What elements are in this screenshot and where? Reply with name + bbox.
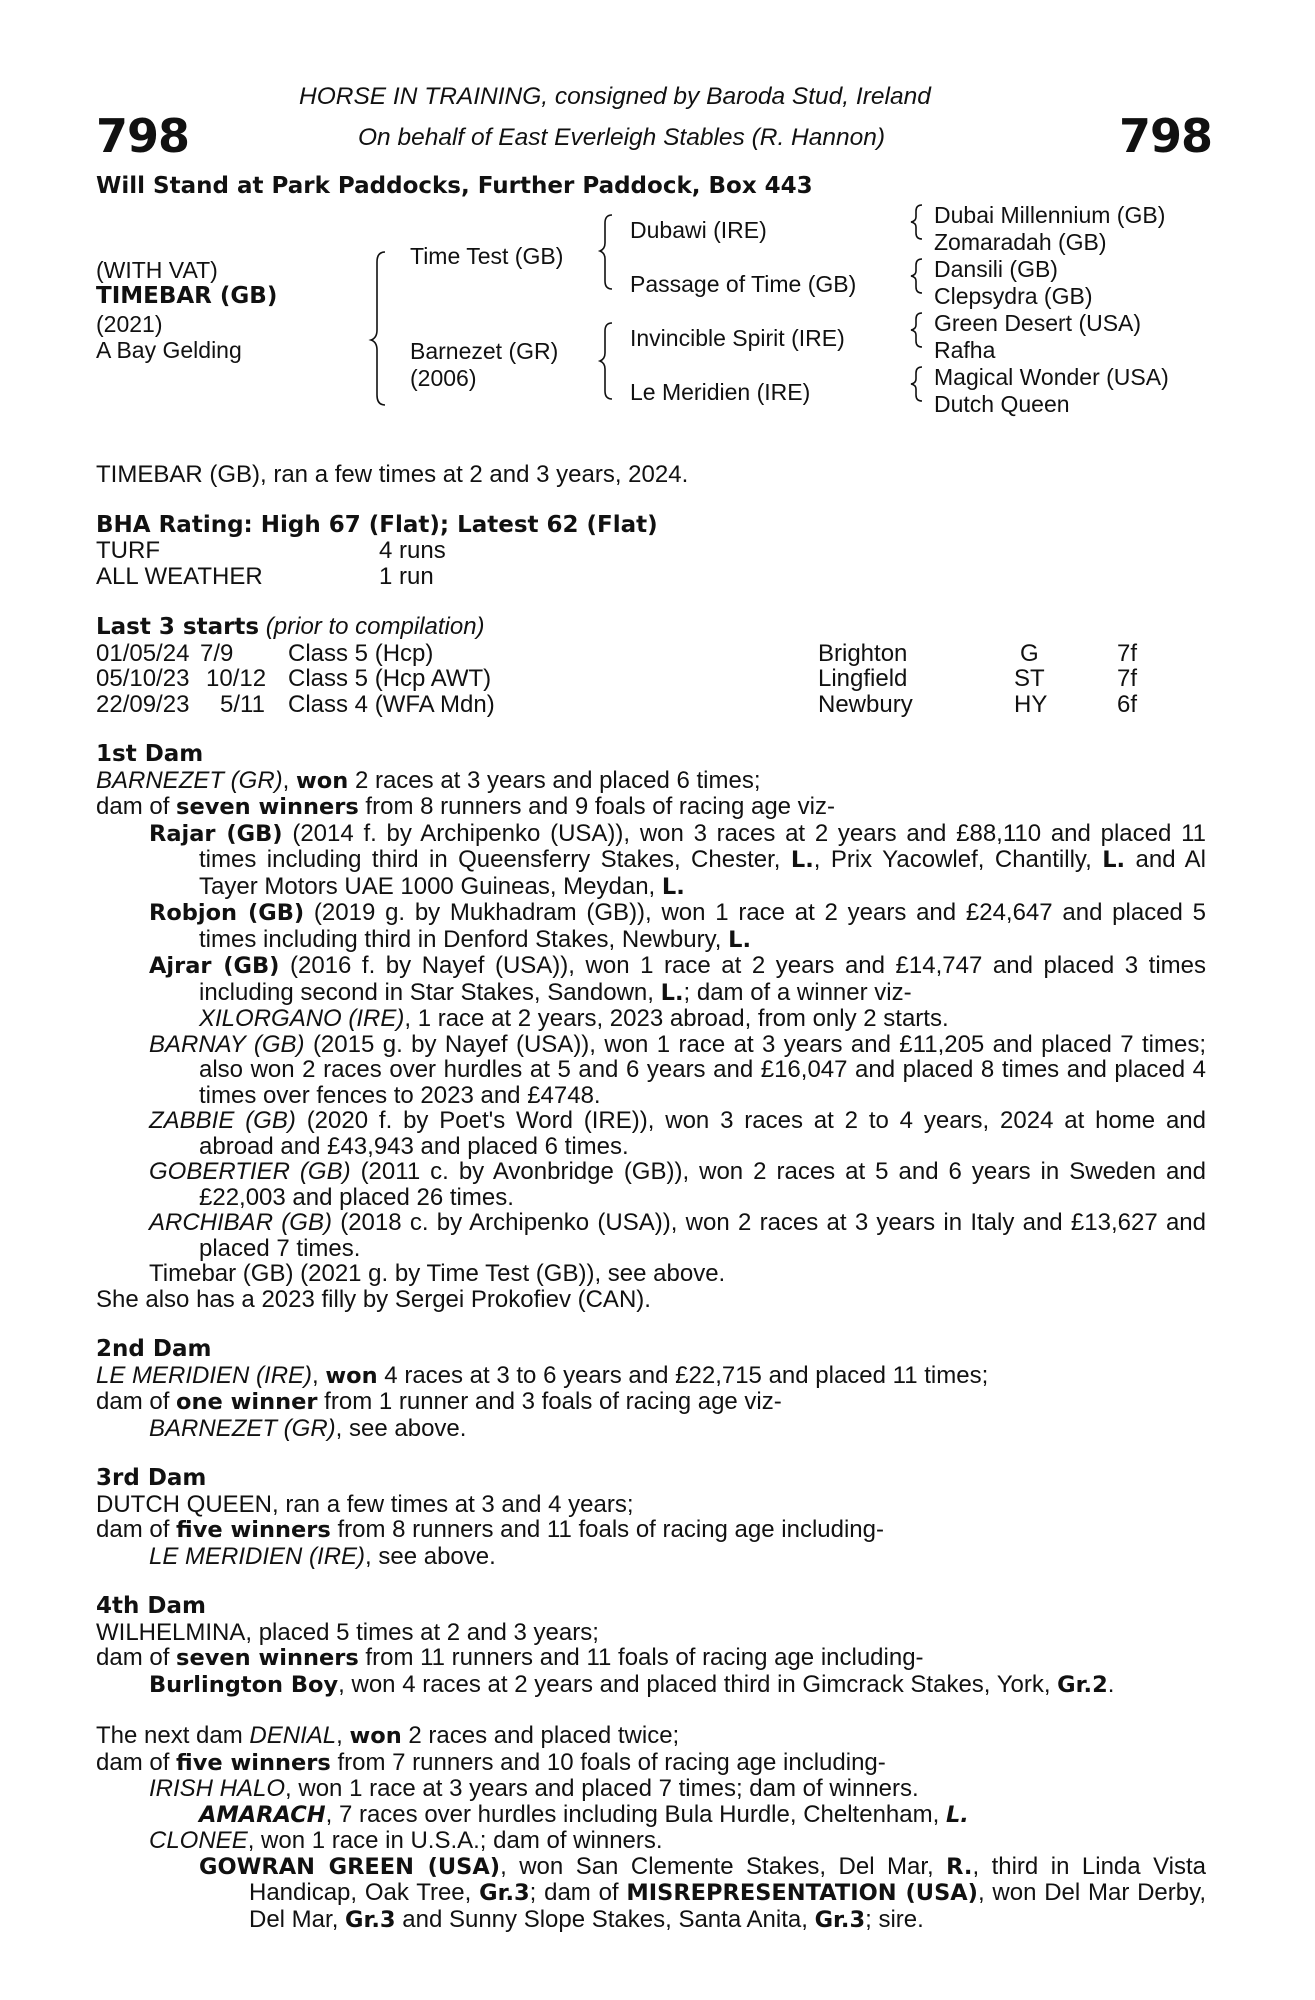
- pedigree-sire: Time Test (GB): [410, 243, 564, 269]
- pedigree-dam-year: (2006): [410, 365, 477, 391]
- progeny-barnay: BARNAY (GB) (2015 g. by Nayef (USA)), won 1 race at 3 years and £11,205 and placed 7 times; also won 2 races over hurdles at 5 and 6 years and £16,047 and placed 8 times and placed 4 times over fences to 2023 and £4748.: [149, 1030, 1206, 1109]
- dam-also-note: She also has a 2023 filly by Sergei Prokofiev (CAN).: [96, 1285, 651, 1313]
- first-dam-section: 1st Dam BARNEZET (GR), won 2 races at 3 years and placed 6 times; dam of seven winners from 8 runners and 9 foals of racing age viz- Rajar (GB) (2014 f. by Archipenko (USA)), won 3 races at 2 years and £88,110 and placed 11 times including third in Queensferry Stakes, Chester, L., Prix Yacowlef, Chantilly, L. and Al Tayer Motors UAE 1000 Guineas, Meydan, L. Robjon (GB) (2019 g. by Mukhadram (GB)), won 1 race at 2 years and £24,647 and placed 5 times including third in Denford Stakes, Newbury, L. Ajrar (GB) (2016 f. by Nayef (USA)), won 1 race at 2 years and £14,747 and placed 3 times including second in Star Stakes, Sandown, L.; dam of a winner viz- XILORGANO (IRE), 1 race at 2 years, 2023 abroad, from only 2 starts. BARNAY (GB) (2015 g. by Nayef (USA)), won 1 race at 3 years and £11,205 and placed 7 times; also won 2 races over hurdles at 5 and 6 years and £16,047 and placed 8 times and placed 4 times over fences to 2023 and £4748. ZABBIE (GB) (2020 f. by Poet's Word (IRE)), won 3 races at 2 to 4 years, 2024 at home and abroad and £43,943 and placed 6 times. GOBERTIER (GB) (2011 c. by Avonbridge (GB)), won 2 races at 5 and 6 years in Sweden and £22,003 and placed 26 times. ARCHIBAR (GB) (2018 c. by Archipenko (USA)), won 2 races at 3 years in Italy and £13,627 and placed 7 times. Timebar (GB) (2021 g. by Time Test (GB)), see above. She also has a 2023 filly by Sergei Prokofiev (CAN).: [96, 741, 1207, 1313]
- rating-label: TURF: [96, 537, 160, 564]
- rating-label: ALL WEATHER: [96, 562, 263, 590]
- progeny-xilorgano: XILORGANO (IRE), 1 race at 2 years, 2023 abroad, from only 2 starts.: [199, 1005, 949, 1032]
- section-title: 4th Dam: [96, 1593, 206, 1619]
- start-position: 5/11: [220, 690, 265, 718]
- rating-row-turf: [96, 538, 1206, 564]
- pedigree-dam: Barnezet (GR): [410, 338, 559, 364]
- second-dam-section: 2nd Dam LE MERIDIEN (IRE), won 4 races at 3 to 6 years and £22,715 and placed 11 times; dam of one winner from 1 runner and 3 foals of racing age viz- BARNEZET (GR), see above.: [96, 1337, 1206, 1441]
- stand-location: Will Stand at Park Paddocks, Further Paddock, Box 443: [96, 173, 813, 199]
- pedigree-g3-2: Zomaradah (GB): [934, 229, 1107, 255]
- rating-row-aw: [96, 564, 1206, 590]
- pedigree-dam-sire: Invincible Spirit (IRE): [630, 325, 845, 351]
- pedigree-sire-sire: Dubawi (IRE): [630, 217, 767, 243]
- pedigree-dam-dam: Le Meridien (IRE): [630, 379, 811, 405]
- section-title: 3rd Dam: [96, 1465, 207, 1491]
- start-distance: 7f: [1117, 639, 1138, 667]
- horse-name: TIMEBAR (GB): [96, 283, 278, 309]
- start-going: ST: [1014, 665, 1045, 692]
- progeny-zabbie: ZABBIE (GB) (2020 f. by Poet's Word (IRE)), won 3 races at 2 to 4 years, 2024 at home and abroad and £43,943 and placed 6 times.: [149, 1107, 1207, 1160]
- start-course: Brighton: [818, 639, 908, 667]
- pedigree-g3-1: Dubai Millennium (GB): [934, 202, 1166, 228]
- last-starts-title: Last 3 starts: [96, 614, 260, 640]
- progeny-robjon: Robjon (GB) (2019 g. by Mukhadram (GB)), won 1 race at 2 years and £24,647 and placed 5 times including third in Denford Stakes, Newbury, L.: [149, 899, 1206, 953]
- progeny-archibar: ARCHIBAR (GB) (2018 c. by Archipenko (USA)), won 2 races at 3 years in Italy and £13,627 and placed 7 times.: [149, 1209, 1206, 1262]
- progeny-timebar: Timebar (GB) (2021 g. by Time Test (GB)), see above.: [149, 1260, 726, 1287]
- start-row: [96, 666, 1206, 692]
- lot-number-right: 798: [1119, 109, 1213, 163]
- start-race: Class 5 (Hcp): [288, 639, 434, 667]
- start-date: 01/05/24: [96, 639, 190, 667]
- pedigree-g3-6: Rafha: [934, 337, 996, 363]
- section-title: 2nd Dam: [96, 1336, 212, 1362]
- pedigree-g3-5: Green Desert (USA): [934, 310, 1142, 336]
- next-dam-section: The next dam DENIAL, won 2 races and placed twice; dam of five winners from 7 runners and 10 foals of racing age including- IRISH HALO, won 1 race at 3 years and placed 7 times; dam of winners. AMARACH, 7 races over hurdles including Bula Hurdle, Cheltenham, L. CLONEE, won 1 race in U.S.A.; dam of winners. GOWRAN GREEN (USA), won San Clemente Stakes, Del Mar, R., third in Linda Vista Handicap, Oak Tree, Gr.3; dam of MISREPRESENTATION (USA), won Del Mar Derby, Del Mar, Gr.3 and Sunny Slope Stakes, Santa Anita, Gr.3; sire.: [96, 1722, 1207, 1933]
- start-distance: 7f: [1117, 665, 1138, 692]
- start-position: 7/9: [200, 639, 234, 667]
- on-behalf-line: On behalf of East Everleigh Stables (R. Hannon): [358, 124, 886, 151]
- pedigree-g3-4: Clepsydra (GB): [934, 283, 1093, 309]
- start-going: G: [1020, 639, 1039, 667]
- consignor-line: HORSE IN TRAINING, consigned by Baroda Stud, Ireland: [299, 83, 931, 110]
- section-title: 1st Dam: [96, 741, 204, 767]
- vat-note: (WITH VAT): [96, 257, 218, 283]
- start-date: 05/10/23: [96, 665, 190, 692]
- rating-value: 4 runs: [379, 537, 446, 564]
- horse-description: A Bay Gelding: [96, 337, 242, 363]
- fourth-dam-section: 4th Dam WILHELMINA, placed 5 times at 2 and 3 years; dam of seven winners from 11 runners and 11 foals of racing age including- Burlington Boy, won 4 races at 2 years and placed third in Gimcrack Stakes, York, Gr.2.: [96, 1594, 1206, 1698]
- start-date: 22/09/23: [96, 690, 190, 718]
- start-course: Lingfield: [818, 665, 908, 692]
- third-dam-section: 3rd Dam DUTCH QUEEN, ran a few times at 3 and 4 years; dam of five winners from 8 runners and 11 foals of racing age including- LE MERIDIEN (IRE), see above.: [96, 1466, 1206, 1569]
- start-distance: 6f: [1117, 690, 1138, 718]
- catalogue-body: [96, 462, 1206, 1933]
- horse-year: (2021): [96, 311, 163, 337]
- progeny-rajar: Rajar (GB) (2014 f. by Archipenko (USA)), won 3 races at 2 years and £88,110 and placed 11 times including third in Queensferry Stakes, Chester, L., Prix Yacowlef, Chantilly, L. and Al Tayer Motors UAE 1000 Guineas, Meydan, L.: [149, 819, 1207, 900]
- last-starts-section: [96, 614, 1206, 717]
- progeny-gowran-green: GOWRAN GREEN (USA), won San Clemente Stakes, Del Mar, R., third in Linda Vista Handicap, Oak Tree, Gr.3; dam of MISREPRESENTATION (USA), won Del Mar Derby, Del Mar, Gr.3 and Sunny Slope Stakes, Santa Anita, Gr.3; sire.: [199, 1852, 1207, 1933]
- start-going: HY: [1014, 690, 1048, 718]
- start-position: 10/12: [206, 665, 267, 692]
- pedigree-g3-7: Magical Wonder (USA): [934, 364, 1169, 390]
- bha-rating: BHA Rating: High 67 (Flat); Latest 62 (Flat): [96, 511, 658, 538]
- dam-name: BARNEZET (GR): [96, 766, 283, 794]
- start-row: [96, 692, 1206, 718]
- start-row: [96, 641, 1206, 667]
- pedigree-g3-3: Dansili (GB): [934, 256, 1058, 282]
- start-race: Class 5 (Hcp AWT): [288, 665, 492, 692]
- pedigree-sire-dam: Passage of Time (GB): [630, 271, 857, 297]
- lot-number-left: 798: [96, 109, 190, 163]
- start-course: Newbury: [818, 690, 913, 718]
- last-starts-note: (prior to compilation): [265, 613, 485, 640]
- start-race: Class 4 (WFA Mdn): [288, 690, 495, 718]
- race-summary: TIMEBAR (GB), ran a few times at 2 and 3 years, 2024.: [96, 461, 689, 488]
- pedigree-g3-8: Dutch Queen: [934, 391, 1070, 417]
- rating-value: 1 run: [379, 562, 434, 590]
- progeny-gobertier: GOBERTIER (GB) (2011 c. by Avonbridge (GB)), won 2 races at 5 and 6 years in Sweden and £22,003 and placed 26 times.: [149, 1158, 1206, 1211]
- progeny-ajrar: Ajrar (GB) (2016 f. by Nayef (USA)), won 1 race at 2 years and £14,747 and placed 3 times including second in Star Stakes, Sandown, L.; dam of a winner viz-: [149, 952, 1206, 1006]
- rating-section: [96, 513, 1206, 590]
